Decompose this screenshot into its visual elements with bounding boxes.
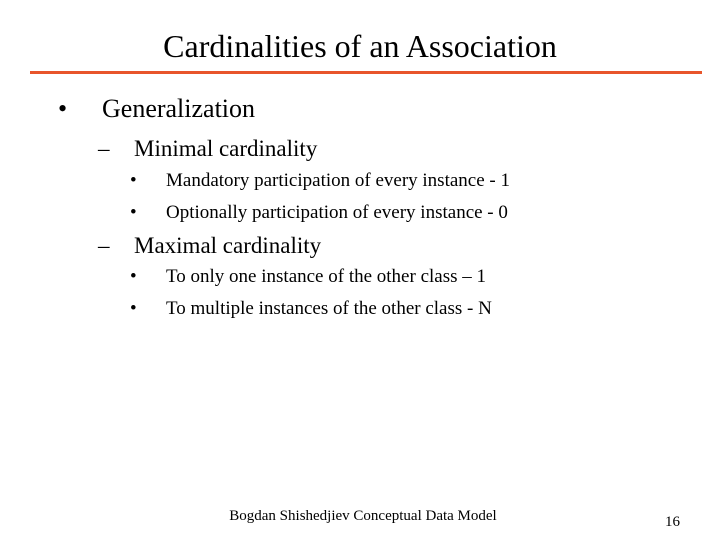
sub-sub-bullet-optional: Optionally participation of every instance - 0 — [166, 202, 508, 223]
sub-bullet-maximal-cardinality: Maximal cardinality — [134, 233, 322, 258]
sub-sub-bullet-marker: • — [130, 170, 137, 191]
slide-footer: Bogdan Shishedjiev Conceptual Data Model — [229, 508, 497, 524]
sub-sub-bullet-multiple-instances: To multiple instances of the other class - N — [166, 298, 492, 319]
dash-marker: – — [98, 233, 110, 258]
title-divider — [30, 71, 702, 74]
page-number: 16 — [665, 514, 680, 530]
sub-sub-bullet-mandatory: Mandatory participation of every instance - 1 — [166, 170, 510, 191]
bullet-marker: • — [58, 94, 68, 123]
sub-sub-bullet-marker: • — [130, 266, 137, 287]
bullet-generalization: Generalization — [102, 94, 256, 123]
sub-sub-bullet-marker: • — [130, 298, 137, 319]
sub-bullet-minimal-cardinality: Minimal cardinality — [134, 136, 318, 161]
sub-sub-bullet-marker: • — [130, 202, 137, 223]
sub-sub-bullet-one-instance: To only one instance of the other class – 1 — [166, 266, 487, 287]
slide-title: Cardinalities of an Association — [163, 28, 557, 64]
dash-marker: – — [98, 136, 110, 161]
